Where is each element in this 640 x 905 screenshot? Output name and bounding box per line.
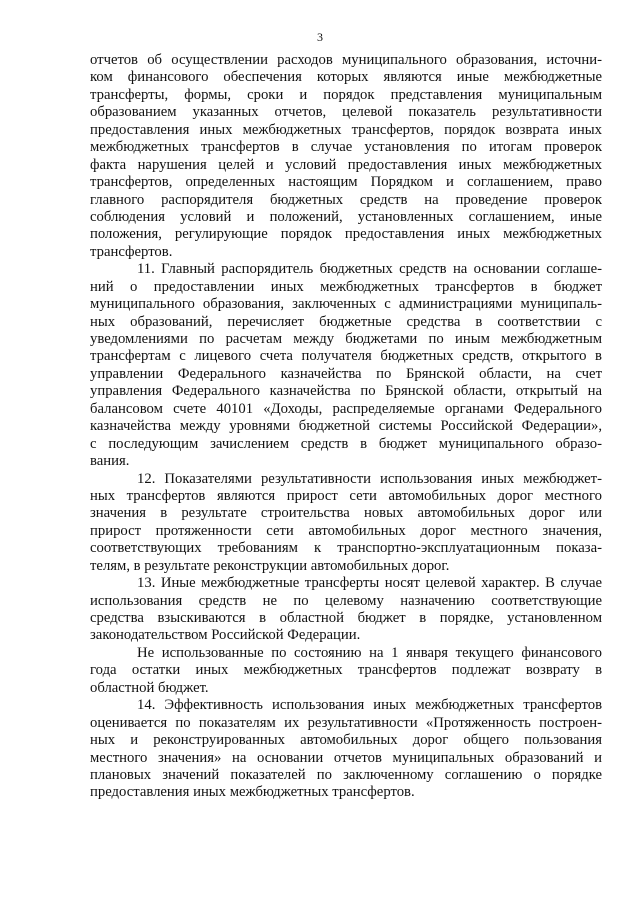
paragraph	[90, 645, 602, 697]
paragraph	[90, 261, 602, 470]
text-line: с последующим зачислением средств в бюджет муниципального образо-	[90, 435, 602, 452]
page-number: 3	[317, 30, 323, 44]
paragraph	[90, 697, 602, 802]
text-line: соблюдения условий и положений, установленных соглашением, иные	[90, 208, 602, 225]
text-line: прирост протяженности сети автомобильных дорог местного значения,	[90, 522, 602, 539]
text-line: трансфертов.	[90, 243, 173, 260]
text-line: ний о предоставлении иных межбюджетных трансфертов в бюджет	[90, 278, 602, 295]
paragraph	[90, 52, 602, 261]
text-line: управлении Федерального казначейства по Брянской области, на счет	[90, 365, 602, 382]
text-line: соответствующих требованиям к транспортно-эксплуатационным показа-	[90, 540, 602, 557]
text-line: телям, в результате реконструкции автомобильных дорог.	[90, 557, 450, 574]
text-line: положения, регулирующие порядок предоставления иных межбюджетных	[90, 226, 602, 243]
text-line: предоставления иных межбюджетных трансфертов, порядок возврата иных	[90, 121, 602, 138]
text-line: балансовом счете 40101 «Доходы, распределяемые органами Федерального	[90, 400, 602, 417]
text-line: ных и реконструированных автомобильных дорог общего пользования	[90, 732, 602, 749]
text-line: ных трансфертов являются прирост сети автомобильных дорог местного	[90, 487, 602, 504]
text-line: трансфертам с лицевого счета получателя бюджетных средств, открытого в	[90, 348, 602, 365]
text-line: 11. Главный распорядитель бюджетных средств на основании соглаше-	[137, 261, 602, 278]
text-line: средства взыскиваются в областной бюджет в порядке, установленном	[90, 610, 602, 626]
paragraph	[90, 575, 602, 645]
text-line: факта нарушения целей и условий предоставления иных межбюджетных	[90, 156, 602, 173]
text-line: казначейства между уровнями бюджетной системы Российской Федерации»,	[90, 418, 602, 435]
text-line: трансферты, формы, сроки и порядок представления муниципальным	[90, 86, 602, 103]
text-line: уведомлениями по расчетам между бюджетами по иным межбюджетным	[90, 331, 602, 347]
text-line: управления Федерального казначейства по Брянской области, открытый на	[90, 383, 602, 400]
text-line: областной бюджет.	[90, 679, 209, 696]
text-line: 12. Показателями результативности использования иных межбюджет-	[137, 470, 602, 487]
text-line: законодательством Российской Федерации.	[90, 627, 361, 644]
text-line: 14. Эффективность использования иных межбюджетных трансфертов	[137, 697, 602, 714]
text-line: ных образований, перечисляет бюджетные средства в соответствии с	[90, 313, 602, 330]
text-line: местного значения» на основании отчетов муниципальных образований и	[90, 749, 602, 766]
text-line: образованием указанных отчетов, целевой показатель результативности	[90, 104, 602, 121]
text-line: ком финансового обеспечения которых являются иные межбюджетные	[90, 69, 602, 86]
text-line: значения в результате строительства новых автомобильных дорог или	[90, 505, 602, 522]
text-line: межбюджетных трансфертов в случае установления по итогам проверок	[90, 139, 602, 156]
paragraph	[90, 471, 602, 576]
text-line: трансфертов, определенных настоящим Порядком и соглашением, право	[90, 174, 602, 191]
text-line: главного распорядителя бюджетных средств на проведение проверок	[90, 191, 602, 208]
text-line: года остатки иных межбюджетных трансфертов подлежат возврату в	[90, 662, 602, 679]
text-line: плановых значений показателей по заключенному соглашению о порядке	[90, 766, 602, 783]
text-line: вания.	[90, 453, 130, 470]
document-body	[90, 52, 602, 802]
text-line: предоставления иных межбюджетных трансфертов.	[90, 784, 415, 801]
text-line: муниципального образования, заключенных с администрациями муниципаль-	[90, 296, 602, 313]
text-line: отчетов об осуществлении расходов муниципального образования, источни-	[90, 52, 602, 68]
text-line: использования средств не по целевому назначению соответствующие	[90, 592, 602, 609]
text-line: оценивается по показателям их результативности «Протяженность построен-	[90, 714, 602, 731]
text-line: 13. Иные межбюджетные трансферты носят целевой характер. В случае	[137, 575, 602, 592]
text-line: Не использованные по состоянию на 1 января текущего финансового	[137, 644, 602, 661]
